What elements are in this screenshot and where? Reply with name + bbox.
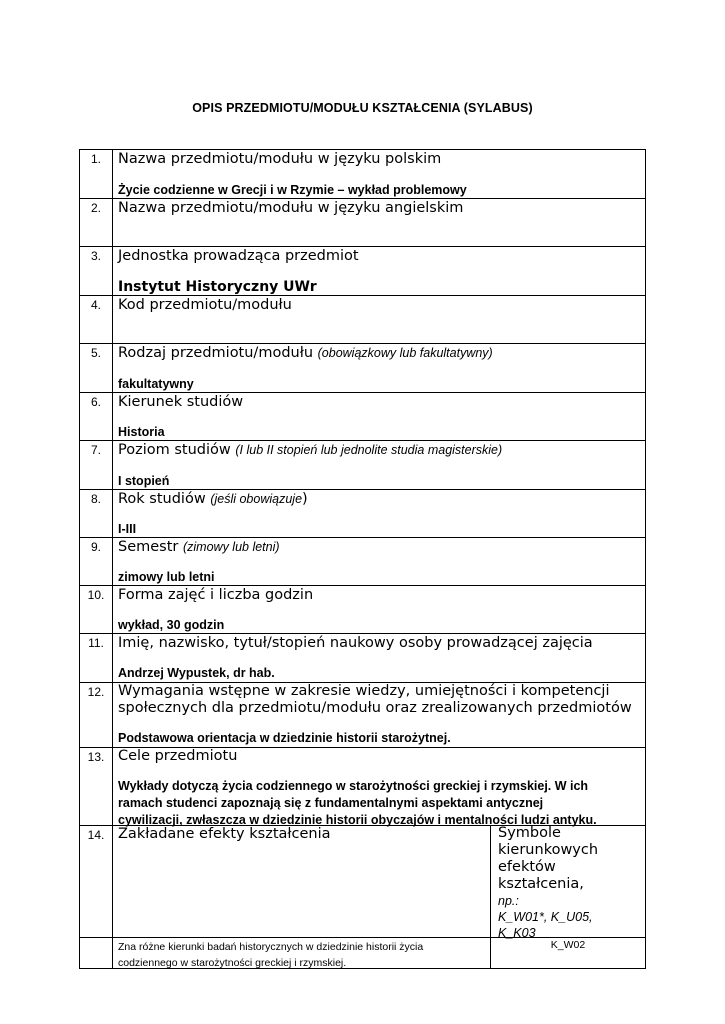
row-7-number: 7. [90, 443, 101, 457]
effect-text-line-2: codziennego w starożytności greckiej i rzymskiej. [118, 957, 347, 969]
row-3-value: Instytut Historyczny UWr [118, 279, 317, 295]
row-8-value: I-III [118, 522, 137, 536]
row-5-label: Rodzaj przedmiotu/modułu [118, 345, 314, 361]
row-13-value-line-1: Wykłady dotyczą życia codziennego w starożytności greckiej i rzymskiej. W ich [118, 779, 589, 793]
row-13-value [118, 778, 597, 829]
row-9-hint: (zimowy lub letni) [182, 540, 280, 554]
row-11-value: Andrzej Wypustek, dr hab. [118, 666, 275, 680]
effect-code: K_W02 [550, 939, 586, 951]
syllabus-table [79, 149, 645, 968]
row-4-number: 4. [90, 298, 101, 312]
row-1-value: Życie codzienne w Grecji i w Rzymie – wykład problemowy [118, 183, 467, 197]
row-13-label: Cele przedmiotu [118, 748, 238, 764]
row-9-label-group [118, 539, 280, 556]
row-12-label-line-1: Wymagania wstępne w zakresie wiedzy, umiejętności i kompetencji [118, 683, 610, 699]
symbols-line-1: Symbole [498, 825, 561, 841]
symbols-example-codes: K_W01*, K_U05, [498, 910, 593, 924]
symbols-line-2: kierunkowych [498, 842, 599, 858]
row-6-label: Kierunek studiów [118, 394, 244, 410]
symbols-line-3: efektów kształcenia, [498, 859, 584, 892]
effect-description [118, 939, 490, 971]
row-14-number: 14. [87, 828, 105, 842]
row-10-number: 10. [87, 588, 105, 602]
row-1-number: 1. [90, 152, 101, 166]
row-8-hint: (jeśli obowiązuje [210, 492, 303, 506]
row-5-label-group [118, 345, 493, 362]
row-6-value: Historia [118, 425, 165, 439]
row-8-number: 8. [90, 492, 101, 506]
row-5-hint: (obowiązkowy lub fakultatywny) [317, 346, 493, 360]
row-2-number: 2. [90, 201, 101, 215]
row-7-label: Poziom studiów [118, 442, 231, 458]
row-12-number: 12. [87, 685, 105, 699]
row-3-label: Jednostka prowadząca przedmiot [118, 248, 359, 264]
row-12-value: Podstawowa orientacja w dziedzinie historii starożytnej. [118, 731, 451, 745]
row-5-number: 5. [90, 346, 101, 360]
row-9-label: Semestr [118, 539, 179, 555]
row-8-label: Rok studiów [118, 491, 206, 507]
row-8-label-group [118, 491, 308, 508]
row-1-label: Nazwa przedmiotu/modułu w języku polskim [118, 151, 442, 167]
document-title: OPIS PRZEDMIOTU/MODUŁU KSZTAŁCENIA (SYLABUS) [192, 101, 533, 115]
row-4-label: Kod przedmiotu/modułu [118, 297, 292, 313]
row-10-label: Forma zajęć i liczba godzin [118, 587, 314, 603]
row-14-label: Zakładane efekty kształcenia [118, 826, 331, 842]
row-13-value-line-3: cywilizacji, zwłaszcza w dziedzinie historii obyczajów i mentalności ludzi antyku. [118, 813, 597, 827]
symbols-header [498, 825, 643, 941]
row-10-value: wykład, 30 godzin [118, 618, 225, 632]
row-11-number: 11. [88, 636, 104, 650]
row-3-number: 3. [90, 249, 101, 263]
row-2-label: Nazwa przedmiotu/modułu w języku angielskim [118, 200, 464, 216]
row-7-value: I stopień [118, 474, 170, 488]
row-11-label: Imię, nazwisko, tytuł/stopień naukowy osoby prowadzącej zajęcia [118, 635, 593, 651]
symbols-example-label: np.: [498, 894, 519, 908]
row-9-number: 9. [90, 540, 101, 554]
row-7-hint: (I lub II stopień lub jednolite studia magisterskie) [235, 443, 503, 457]
row-12-label-line-2: społecznych dla przedmiotu/modułu oraz zrealizowanych przedmiotów [118, 700, 632, 716]
row-5-value: fakultatywny [118, 377, 194, 391]
row-7-label-group [118, 442, 502, 459]
effect-text-line-1: Zna różne kierunki badań historycznych w dziedzinie historii życia [118, 941, 424, 953]
row-8-hint-close: ) [302, 491, 308, 507]
symbols-example-codes-2: K_K03 [498, 926, 536, 940]
row-9-value: zimowy lub letni [118, 570, 215, 584]
row-6-number: 6. [90, 395, 101, 409]
row-13-value-line-2: ramach studenci zapoznają się z fundamentalnymi aspektami antycznej [118, 796, 544, 810]
row-13-number: 13. [87, 750, 105, 764]
